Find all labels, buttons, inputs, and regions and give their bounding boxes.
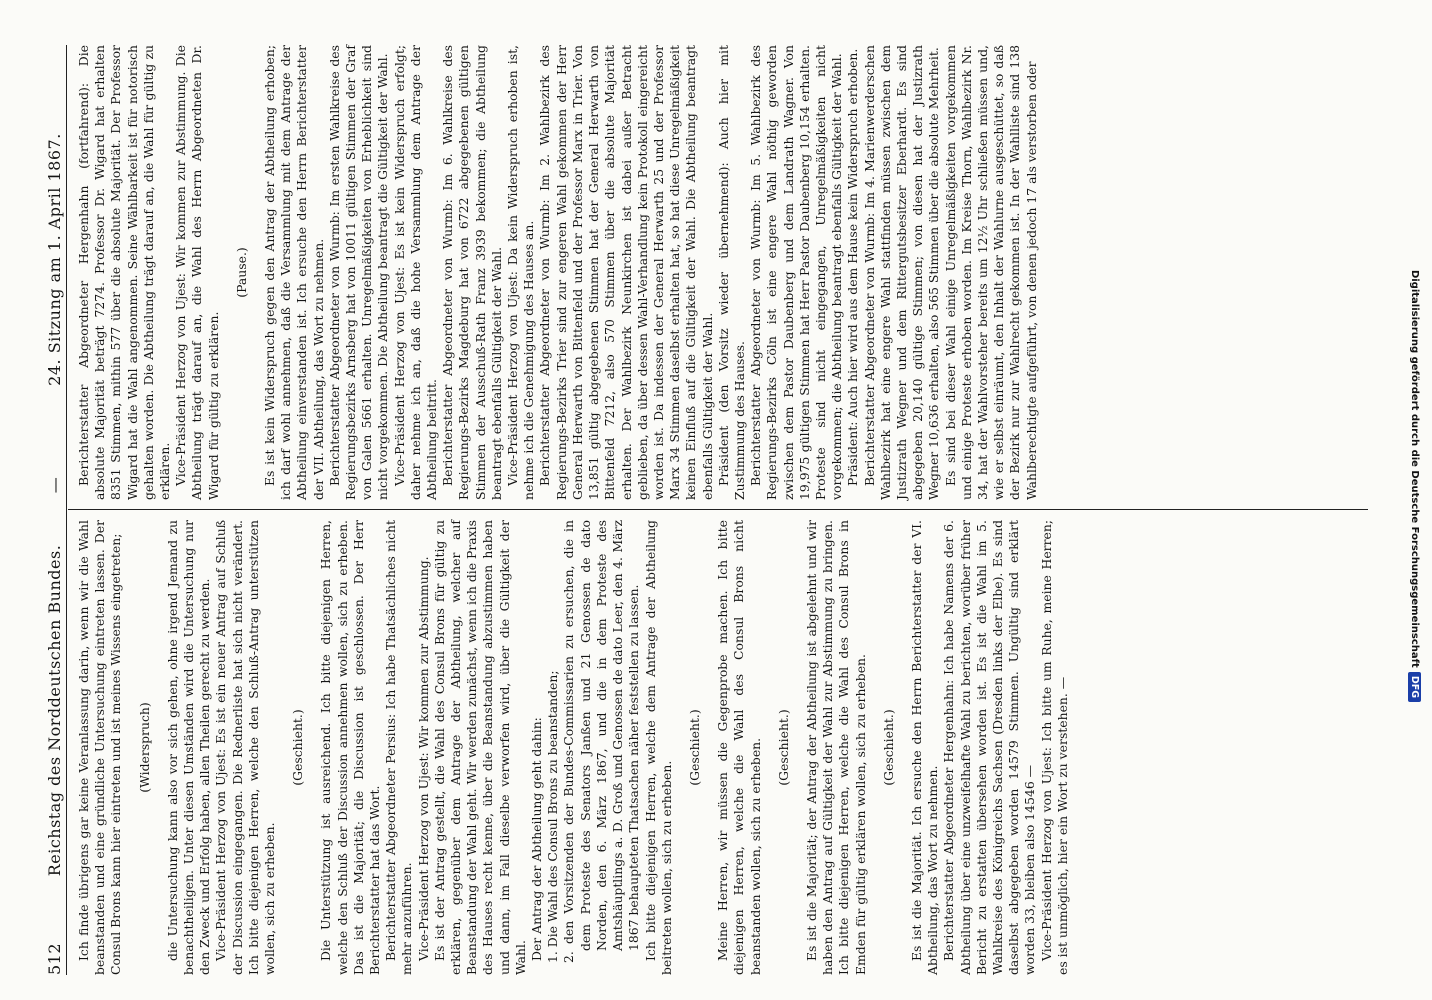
column-divider — [68, 509, 1368, 510]
digitization-credit: Digitalisierung gefördert durch die Deutsche Forschungsgemeinschaft — [1409, 269, 1421, 668]
header-left-title: Reichstag des Norddeutschen Bundes. — [45, 544, 64, 877]
paragraph: Es ist die Majorität; der Antrag der Abtheilung ist abgelehnt und wir haben den Antrag auf Gültigkeit der Wahl zur Abstimmung zu bringen. Ich bitte diejenigen Herren, welche die Wahl des Consul Brons in Emden für gültig erklären wollen, sich zu erheben. — [803, 520, 868, 975]
paragraph: Meine Herren, wir müssen die Gegenprobe machen. Ich bitte diejenigen Herren, welche die Wahl des Consul Brons nicht beanstanden wollen, sich zu erheben. — [715, 520, 763, 975]
paragraph: Berichterstatter Abgeordneter von Wurmb: Im 2. Wahlbezirk des Regierungs-Bezirks Trier sind zur engeren Wahl gekommen der Herr General Herwarth von Bittenfeld und der Professor Marx in Trier. Von 13,851 gültig abgegebenen Stimmen hat der General Herwarth von Bittenfeld 7212, also 570 Stimmen über die absolute Majorität erhalten. Der Wahlbezirk Neunkirchen ist dabei außer Betracht geblieben, da über dessen Wahl-Verhandlung kein Protokoll eingereicht worden ist. Da indessen der General Herwarth 25 und der Professor Marx 34 Stimmen daselbst erhalten hat, so hat diese Unregelmäßigkeit keinen Einfluß auf die Gültigkeit der Wahl. Die Abtheilung beantragt ebenfalls Gültigkeit der Wahl. — [537, 45, 715, 500]
side-credit — [1410, 12, 1428, 702]
paragraph: Präsident: Auch hier wird aus dem Hause kein Widerspruch erhoben. — [845, 48, 861, 486]
paragraph: Berichterstatter Abgeordneter von Wurmb: Im 6. Wahlkreise des Regierungs-Bezirks Magdeburg hat von 6722 abgegebenen gültigen Stimmen der Ausschuß-Rath Franz 3939 bekommen; die Abtheilung beantragt ebenfalls Gültigkeit der Wahl. — [440, 45, 504, 500]
paragraph: Vice-Präsident Herzog von Ujest: Da kein Widerspruch erhoben ist, nehme ich die Genehmigung des Hauses an. — [505, 45, 537, 500]
paragraph: Ich finde übrigens gar keine Veranlassung darin, wenn wir die Wahl beanstanden und eine gründliche Untersuchung eintreten lassen. Der Consul Brons kann hier eintreten und ist meines Wissens eingetreten; — [76, 520, 124, 975]
paragraph: Berichterstatter Abgeordneter Hergenhahn (fortfahrend): Die absolute Majorität beträgt 7274. Professor Dr. Wigard hat erhalten 8351 Stimmen, mithin 577 über die absolute Majorität. Der Professor Wigard hat die Wahl angenommen. Seine Wählbarkeit ist für notorisch gehalten worden. Die Abtheilung trägt darauf an, die Wahl für gültig zu erklären. — [76, 45, 173, 500]
paragraph: Vice-Präsident Herzog von Ujest: Es ist kein Widerspruch erfolgt; daher nehme ich an, daß die hohe Versammlung dem Antrage der Abtheilung beitritt. — [391, 45, 440, 500]
header-rule — [66, 45, 67, 975]
stage-direction: (Geschieht.) — [686, 709, 702, 786]
enumerated-list — [545, 520, 642, 975]
paragraph: Berichterstatter Abgeordneter von Wurmb: Im 4. Marienwerderschen Wahlbezirk hat eine engere Wahl stattfinden müssen zwischen dem Justizrath Wegner und dem Rittergutsbesitzer Eberhardt. Es sind abgegeben 20,140 gültige Stimmen; von diesen hat der Justizrath Wegner 10,636 erhalten, also 565 Stimmen über die absolute Mehrheit. — [861, 45, 942, 500]
paragraph: Berichterstatter Abgeordneter Hergenhahn: Ich habe Namens der 6. Abtheilung über eine unzweifelhafte Wahl zu berichten, worüber früher Bericht zu erstatten übersehen worden ist. Es ist die Wahl im 5. Wahlkreise des Königreichs Sachsen (Dresden links der Elbe). Es sind daselbst abgegeben worden 14579 Stimmen. Ungültig sind erklärt worden 33, bleiben also 14546 — — [941, 520, 1038, 975]
paragraph: Vice-Präsident Herzog von Ujest: Ich bitte um Ruhe, meine Herren; es ist unmöglich, hier ein Wort zu verstehen. — — [1038, 520, 1070, 975]
right-text-column — [76, 45, 1040, 500]
stage-direction: (Pause.) — [233, 247, 249, 298]
paragraph: Berichterstatter Abgeordneter von Wurmb: Im 5. Wahlbezirk des Regierungs-Bezirks Cöln ist eine engere Wahl nöthig geworden zwischen dem Pastor Daubenberg und dem Landrath Wagner. Von 19,975 gültigen Stimmen hat Herr Pastor Daubenberg 10,154 erhalten. Proteste sind nicht eingegangen, Unregelmäßigkeiten nicht vorgekommen; die Abtheilung beantragt ebenfalls Gültigkeit der Wahl. — [748, 45, 845, 500]
paragraph: Vice-Präsident Herzog von Ujest: Wir kommen zur Abstimmung. — [415, 556, 431, 961]
list-item: 1. Die Wahl des Consul Brons zu beanstanden; — [545, 670, 561, 963]
paragraph: Präsident (den Vorsitz wieder übernehmend): Auch hier mit Zustimmung des Hauses. — [715, 45, 747, 500]
header-right-title: 24. Sitzung am 1. April 1867. — [45, 133, 64, 386]
paragraph: Berichterstatter Abgeordneter von Wurmb: Im ersten Wahlkreise des Regierungsbezirks Arnsberg hat von 10011 gültigen Stimmen der Graf von Galen 5661 erhalten. Unregelmäßigkeiten von Erheblichkeit sind nicht vorgekommen. Die Abtheilung beantragt die Gültigkeit der Wahl. — [326, 45, 391, 500]
running-header — [30, 45, 64, 975]
stage-direction: (Geschieht.) — [775, 709, 791, 786]
paragraph: Ich bitte diejenigen Herren, welche dem Antrage der Abtheilung beitreten wollen, sich zu erheben. — [642, 520, 674, 975]
header-dash: — — [45, 476, 64, 494]
page-number: 512 — [45, 942, 64, 975]
paragraph: Berichterstatter Abgeordneter Persius: Ich habe Thatsächliches nicht mehr anzuführen. — [383, 520, 415, 975]
paragraph: Es ist kein Widerspruch gegen den Antrag der Abtheilung erhoben; ich darf wohl annehmen, daß die Versammlung mit dem Antrage der Abtheilung einverstanden ist. Ich ersuche den Herrn Berichterstatter der VII. Abtheilung, das Wort zu nehmen. — [262, 45, 326, 500]
paragraph: Der Antrag der Abtheilung geht dahin: — [529, 717, 545, 961]
stage-direction: (Widerspruch) — [136, 702, 152, 793]
list-item: 2. den Vorsitzenden der Bundes-Commissarien zu ersuchen, die in dem Proteste des Senators Janßen und 21 Genossen de dato Norden, den 6. März 1867, und die in dem Proteste des Amtshäuptlings a. D. Groß und Genossen de dato Leer, den 4. März 1867 behaupteten Thatsachen näher feststellen zu lassen. — [561, 520, 642, 963]
stage-direction: (Geschieht.) — [290, 709, 306, 786]
rotated-page-content — [30, 45, 1370, 975]
paragraph: Es sind bei dieser Wahl einige Unregelmäßigkeiten vorgekommen und einige Proteste erhoben worden. Im Kreise Thorn, Wahlbezirk Nr. 34, hat der Wahlvorsteher bereits um 12½ Uhr schließen müssen und, wie er selbst einräumt, den Inhalt der Wahlurne ausgeschüttet, so daß der Bezirk nur zur Wahlrecht gekommen ist. In der Wahlliste sind 138 Wahlberechtigte aufgeführt, von denen jedoch 17 als verstorben oder — [942, 45, 1039, 500]
paragraph: die Untersuchung kann also vor sich gehen, ohne irgend Jemand zu benachtheiligen. Unter diesen Umständen wird die Untersuchung nur den Zweck und Erfolg haben, allen Theilen gerecht zu werden. — [164, 520, 213, 975]
dfg-logo: DFG — [1409, 672, 1422, 702]
paragraph: Es ist der Antrag gestellt, die Wahl des Consul Brons für gültig zu erklären, gegenüber dem Antrage der Abtheilung, welcher auf Beanstandung der Wahl geht. Wir werden zunächst, wenn ich die Praxis des Hauses recht kenne, über die Beanstandung abzustimmen haben und dann, im Fall dieselbe verworfen wird, über die Gültigkeit der Wahl. — [431, 520, 528, 975]
left-text-column — [76, 520, 1071, 975]
paragraph: Die Unterstützung ist ausreichend. Ich bitte diejenigen Herren, welche den Schluß der Discussion annehmen wollen, sich zu erheben. Das ist die Majorität; die Discussion ist geschlossen. Der Herr Berichterstatter hat das Wort. — [318, 520, 383, 975]
stage-direction: (Geschieht.) — [880, 709, 896, 786]
paragraph: Es ist die Majorität. Ich ersuche den Herrn Berichterstatter der VI. Abtheilung, das Wort zu nehmen. — [908, 520, 941, 975]
paragraph: Vice-Präsident Herzog von Ujest: Wir kommen zur Abstimmung. Die Abtheilung trägt darauf an, die Wahl des Herrn Abgeordneten Dr. Wigard für gültig zu erklären. — [173, 45, 221, 500]
paragraph: Vice-Präsident Herzog von Ujest: Es ist ein neuer Antrag auf Schluß der Discussion eingegangen. Die Rednerliste hat sich nicht verändert. Ich bitte diejenigen Herren, welche den Schluß-Antrag unterstützen wollen, sich zu erheben. — [213, 520, 278, 975]
